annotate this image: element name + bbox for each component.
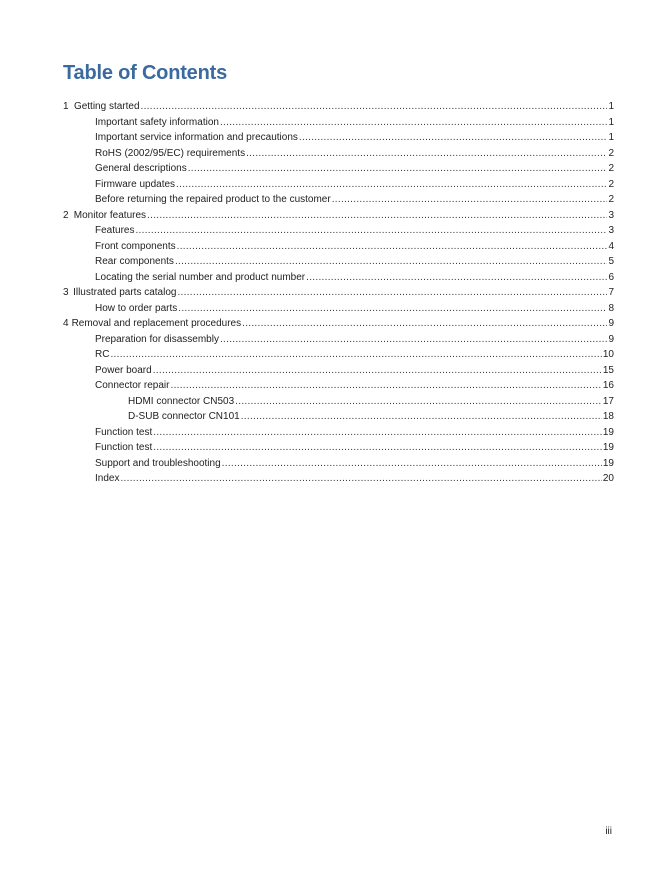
toc-page-number: 3 bbox=[608, 225, 614, 236]
toc-page-number: 1 bbox=[608, 132, 614, 143]
toc-page-number: 19 bbox=[602, 457, 614, 469]
dot-leader bbox=[120, 471, 601, 487]
toc-chapter-number: 1 bbox=[63, 101, 69, 112]
toc-page-number: 2 bbox=[608, 147, 614, 159]
toc-page-number: 3 bbox=[608, 209, 614, 221]
toc-chapter-number: 2 bbox=[63, 209, 69, 221]
toc-entry[interactable] bbox=[63, 285, 614, 301]
toc-entry-label: HDMI connector CN503 bbox=[128, 395, 235, 407]
toc-chapter-number: 4 bbox=[63, 318, 69, 329]
dot-leader bbox=[242, 316, 607, 332]
toc-entry[interactable] bbox=[63, 378, 614, 394]
toc-entry[interactable] bbox=[63, 332, 614, 348]
toc-entry[interactable] bbox=[63, 456, 614, 472]
toc-page-number: 6 bbox=[608, 271, 614, 283]
toc-page-number: 15 bbox=[602, 364, 614, 376]
toc-entry[interactable] bbox=[63, 161, 614, 177]
dot-leader bbox=[188, 161, 608, 177]
toc-entry-label: Index bbox=[95, 473, 120, 484]
toc-chapter-number: 3 bbox=[63, 287, 69, 298]
dot-leader bbox=[147, 208, 607, 224]
dot-leader bbox=[141, 99, 608, 115]
dot-leader bbox=[175, 254, 608, 270]
toc-entry[interactable] bbox=[63, 177, 614, 193]
toc-page-number: 10 bbox=[602, 349, 614, 360]
dot-leader bbox=[246, 146, 607, 162]
toc-entry-label: Before returning the repaired product to the customer bbox=[95, 194, 331, 205]
toc-entry[interactable] bbox=[63, 208, 614, 224]
toc-page-number: 18 bbox=[602, 411, 614, 422]
toc-entry-label: Important service information and precautions bbox=[95, 132, 298, 143]
dot-leader bbox=[306, 270, 607, 286]
toc-entry[interactable] bbox=[63, 440, 614, 456]
toc-entry-label: D-SUB connector CN101 bbox=[128, 411, 240, 422]
toc-page-number: 2 bbox=[608, 163, 614, 174]
dot-leader bbox=[299, 130, 608, 146]
page-number: iii bbox=[605, 826, 612, 837]
toc-page-number: 19 bbox=[602, 442, 614, 453]
toc-entry[interactable] bbox=[63, 254, 614, 270]
dot-leader bbox=[220, 115, 607, 131]
toc-entry-label: Front components bbox=[95, 240, 176, 252]
toc-entry[interactable] bbox=[63, 146, 614, 162]
toc-entry[interactable] bbox=[63, 347, 614, 363]
toc-page-number: 9 bbox=[608, 318, 614, 329]
toc-entry[interactable] bbox=[63, 115, 614, 131]
toc-entry[interactable] bbox=[63, 270, 614, 286]
dot-leader bbox=[170, 378, 601, 394]
toc-page-number: 20 bbox=[602, 473, 614, 484]
toc-page-number: 5 bbox=[608, 256, 614, 267]
dot-leader bbox=[332, 192, 608, 208]
dot-leader bbox=[177, 285, 607, 301]
toc-page-number: 2 bbox=[608, 194, 614, 205]
toc-entry[interactable] bbox=[63, 471, 614, 487]
dot-leader bbox=[235, 394, 602, 410]
toc-entry-label: Preparation for disassembly bbox=[95, 333, 219, 345]
toc-entry-label: Rear components bbox=[95, 256, 174, 267]
toc-entry-label: Support and troubleshooting bbox=[95, 457, 221, 469]
toc-page-number: 1 bbox=[608, 116, 614, 128]
toc-entry[interactable] bbox=[63, 192, 614, 208]
dot-leader bbox=[153, 363, 602, 379]
toc-entry[interactable] bbox=[63, 363, 614, 379]
dot-leader bbox=[176, 177, 607, 193]
toc-entry-label: Function test bbox=[95, 426, 153, 438]
toc-page-number: 17 bbox=[602, 395, 614, 407]
toc-entry-label: Features bbox=[95, 225, 135, 236]
toc-page-number: 16 bbox=[602, 380, 614, 391]
dot-leader bbox=[153, 440, 602, 456]
toc-entry-label: Getting started bbox=[73, 101, 140, 112]
toc-entry[interactable] bbox=[63, 99, 614, 115]
table-of-contents bbox=[63, 99, 614, 487]
toc-page-number: 9 bbox=[608, 333, 614, 345]
dot-leader bbox=[153, 425, 602, 441]
toc-entry-label: Monitor features bbox=[73, 209, 147, 221]
dot-leader bbox=[241, 409, 602, 425]
dot-leader bbox=[177, 239, 608, 255]
toc-page-number: 19 bbox=[602, 426, 614, 438]
page-title: Table of Contents bbox=[63, 62, 228, 84]
dot-leader bbox=[222, 456, 602, 472]
dot-leader bbox=[110, 347, 601, 363]
toc-entry-label: Connector repair bbox=[95, 380, 170, 391]
toc-entry-label: Locating the serial number and product number bbox=[95, 271, 306, 283]
toc-entry-label: Power board bbox=[95, 364, 152, 376]
toc-entry[interactable] bbox=[63, 316, 614, 332]
toc-entry[interactable] bbox=[63, 239, 614, 255]
toc-entry-label: How to order parts bbox=[95, 302, 178, 314]
toc-page-number: 7 bbox=[608, 287, 614, 298]
toc-entry-label: Important safety information bbox=[95, 116, 219, 128]
toc-entry-label: RC bbox=[95, 349, 110, 360]
toc-entry-label: Firmware updates bbox=[95, 178, 176, 190]
toc-entry-label: General descriptions bbox=[95, 163, 187, 174]
toc-entry-label: RoHS (2002/95/EC) requirements bbox=[95, 147, 246, 159]
toc-page-number: 4 bbox=[608, 240, 614, 252]
toc-page-number: 8 bbox=[608, 302, 614, 314]
toc-entry[interactable] bbox=[63, 223, 614, 239]
toc-entry-label: Removal and replacement procedures bbox=[71, 318, 242, 329]
dot-leader bbox=[220, 332, 607, 348]
dot-leader bbox=[178, 301, 607, 317]
toc-entry[interactable] bbox=[63, 130, 614, 146]
dot-leader bbox=[135, 223, 607, 239]
toc-page-number: 1 bbox=[608, 101, 614, 112]
toc-entry[interactable] bbox=[63, 409, 614, 425]
toc-entry-label: Illustrated parts catalog bbox=[73, 287, 177, 298]
toc-entry-label: Function test bbox=[95, 442, 153, 453]
toc-page-number: 2 bbox=[608, 178, 614, 190]
toc-entry[interactable] bbox=[63, 425, 614, 441]
toc-entry[interactable] bbox=[63, 301, 614, 317]
toc-entry[interactable] bbox=[63, 394, 614, 410]
